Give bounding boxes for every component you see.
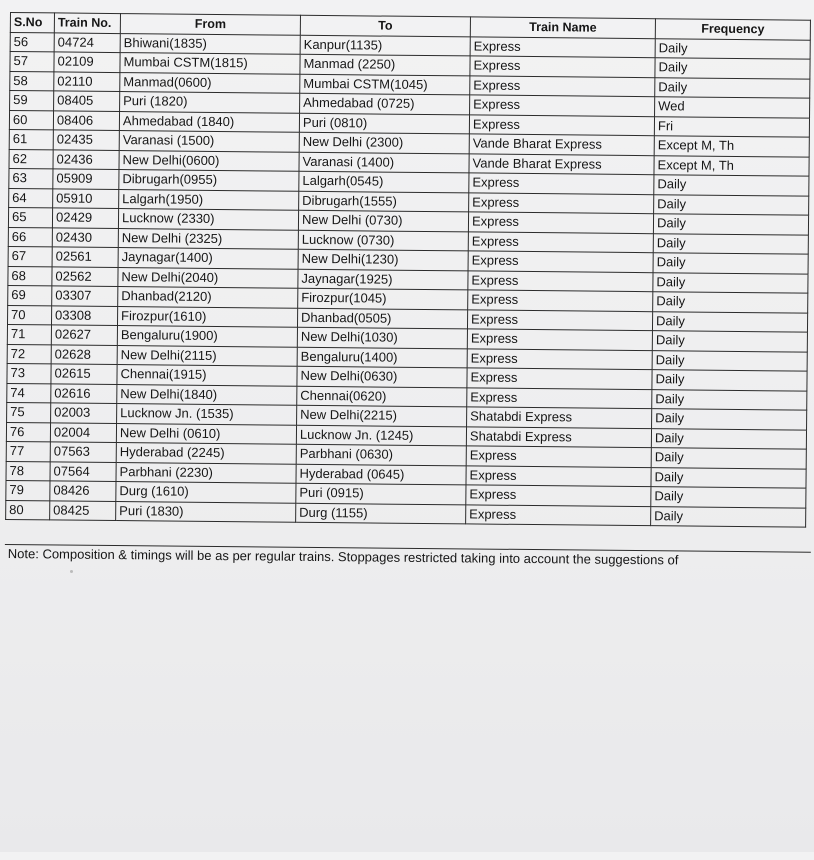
cell-frequency: Daily xyxy=(653,272,808,293)
cell-from: Chennai(1915) xyxy=(117,365,297,386)
cell-frequency: Except M, Th xyxy=(654,155,809,176)
cell-to: Parbhani (0630) xyxy=(296,444,466,465)
cell-from: Jaynagar(1400) xyxy=(118,248,298,269)
cell-train-name: Vande Bharat Express xyxy=(469,134,654,155)
cell-frequency: Daily xyxy=(651,448,806,469)
cell-train-name: Express xyxy=(469,173,654,194)
cell-to: Firozpur(1045) xyxy=(298,288,468,309)
cell-train-name: Express xyxy=(466,485,651,506)
cell-frequency: Daily xyxy=(653,233,808,254)
cell-train-name: Express xyxy=(468,231,653,252)
cell-train-no: 07564 xyxy=(50,461,116,481)
cell-frequency: Daily xyxy=(654,175,809,196)
cell-frequency: Daily xyxy=(655,38,810,59)
cell-train-no: 02110 xyxy=(54,71,120,91)
cell-frequency: Daily xyxy=(651,506,806,527)
cell-frequency: Daily xyxy=(655,77,810,98)
cell-from: New Delhi (0610) xyxy=(116,423,296,444)
cell-frequency: Daily xyxy=(652,350,807,371)
cell-sno: 62 xyxy=(9,149,53,169)
cell-sno: 59 xyxy=(10,91,54,111)
cell-from: New Delhi(0600) xyxy=(119,150,299,171)
cell-sno: 57 xyxy=(10,52,54,72)
cell-to: Lucknow (0730) xyxy=(298,230,468,251)
cell-train-no: 02436 xyxy=(53,149,119,169)
cell-train-no: 02004 xyxy=(50,422,116,442)
document-sheet xyxy=(2,12,814,860)
cell-from: Hyderabad (2245) xyxy=(116,443,296,464)
cell-train-name: Express xyxy=(470,95,655,116)
cell-train-no: 05910 xyxy=(53,188,119,208)
cell-train-name: Shatabdi Express xyxy=(467,407,652,428)
header-train-no: Train No. xyxy=(54,13,120,33)
cell-frequency: Daily xyxy=(653,214,808,235)
cell-from: Durg (1610) xyxy=(116,482,296,503)
cell-train-no: 02616 xyxy=(51,383,117,403)
cell-train-name: Express xyxy=(466,446,651,467)
cell-train-no: 08405 xyxy=(54,91,120,111)
cell-from: Puri (1830) xyxy=(116,501,296,522)
cell-to: Chennai(0620) xyxy=(297,386,467,407)
cell-sno: 77 xyxy=(6,441,50,461)
cell-frequency: Daily xyxy=(651,467,806,488)
cell-from: Dhanbad(2120) xyxy=(118,287,298,308)
cell-train-no: 08406 xyxy=(53,110,119,130)
header-frequency: Frequency xyxy=(655,19,810,40)
cell-sno: 67 xyxy=(8,246,52,266)
cell-to: Varanasi (1400) xyxy=(299,152,469,173)
cell-to: Jaynagar(1925) xyxy=(298,269,468,290)
cell-sno: 72 xyxy=(7,344,51,364)
cell-frequency: Except M, Th xyxy=(654,136,809,157)
cell-train-name: Express xyxy=(466,465,651,486)
cell-to: Manmad (2250) xyxy=(300,54,470,75)
train-schedule-table xyxy=(5,12,811,528)
cell-train-no: 02615 xyxy=(51,364,117,384)
cell-train-no: 05909 xyxy=(53,169,119,189)
cell-train-name: Shatabdi Express xyxy=(466,426,651,447)
cell-train-no: 02109 xyxy=(54,52,120,72)
cell-train-no: 02628 xyxy=(51,344,117,364)
cell-frequency: Wed xyxy=(655,97,810,118)
cell-train-no: 02429 xyxy=(52,208,118,228)
cell-train-name: Express xyxy=(469,114,654,135)
cell-sno: 56 xyxy=(10,32,54,52)
cell-train-no: 08426 xyxy=(50,481,116,501)
cell-sno: 65 xyxy=(8,207,52,227)
cell-frequency: Daily xyxy=(653,292,808,313)
cell-frequency: Daily xyxy=(652,331,807,352)
cell-from: New Delhi(1840) xyxy=(117,384,297,405)
cell-train-name: Express xyxy=(467,387,652,408)
cell-train-no: 03307 xyxy=(52,286,118,306)
footnote: Note: Composition & timings will be as per regular trains. Stoppages restricted taking into account the suggestions of xyxy=(5,544,811,570)
cell-sno: 79 xyxy=(6,480,50,500)
cell-to: Puri (0915) xyxy=(296,483,466,504)
cell-frequency: Fri xyxy=(654,116,809,137)
cell-frequency: Daily xyxy=(651,487,806,508)
cell-from: Puri (1820) xyxy=(120,92,300,113)
cell-to: Puri (0810) xyxy=(299,113,469,134)
cell-frequency: Daily xyxy=(652,370,807,391)
header-from: From xyxy=(120,14,300,35)
cell-to: Mumbai CSTM(1045) xyxy=(300,74,470,95)
cell-frequency: Daily xyxy=(652,409,807,430)
cell-to: Dhanbad(0505) xyxy=(297,308,467,329)
cell-to: Lalgarh(0545) xyxy=(299,171,469,192)
cell-to: New Delhi(1230) xyxy=(298,249,468,270)
header-to: To xyxy=(300,15,470,36)
cell-train-no: 07563 xyxy=(50,442,116,462)
cell-from: Lucknow (2330) xyxy=(118,209,298,230)
cell-to: Lucknow Jn. (1245) xyxy=(296,425,466,446)
table-body xyxy=(6,32,811,527)
cell-from: Varanasi (1500) xyxy=(119,131,299,152)
header-train-name: Train Name xyxy=(470,17,655,38)
cell-train-name: Express xyxy=(470,36,655,57)
cell-train-name: Express xyxy=(469,192,654,213)
cell-train-name: Express xyxy=(467,348,652,369)
cell-train-name: Express xyxy=(470,56,655,77)
cell-to: New Delhi (2300) xyxy=(299,132,469,153)
cell-to: Durg (1155) xyxy=(296,503,466,524)
cell-from: Dibrugarh(0955) xyxy=(119,170,299,191)
cell-to: New Delhi(0630) xyxy=(297,366,467,387)
cell-sno: 63 xyxy=(9,168,53,188)
cell-train-no: 02561 xyxy=(52,247,118,267)
cell-train-name: Express xyxy=(467,329,652,350)
cell-from: Mumbai CSTM(1815) xyxy=(120,53,300,74)
cell-from: Manmad(0600) xyxy=(120,72,300,93)
cell-frequency: Daily xyxy=(654,194,809,215)
cell-train-name: Express xyxy=(468,212,653,233)
cell-train-name: Express xyxy=(466,504,651,525)
cell-sno: 76 xyxy=(6,422,50,442)
cell-sno: 74 xyxy=(7,383,51,403)
cell-train-name: Express xyxy=(468,251,653,272)
cell-frequency: Daily xyxy=(655,58,810,79)
cell-sno: 58 xyxy=(10,71,54,91)
cell-train-name: Express xyxy=(468,270,653,291)
cell-train-no: 08425 xyxy=(50,500,116,520)
cell-sno: 64 xyxy=(9,188,53,208)
cell-train-name: Express xyxy=(467,309,652,330)
cell-train-no: 02627 xyxy=(51,325,117,345)
cell-to: Dibrugarh(1555) xyxy=(299,191,469,212)
header-sno: S.No xyxy=(10,13,54,33)
cell-train-name: Express xyxy=(467,368,652,389)
cell-train-no: 02003 xyxy=(51,403,117,423)
cell-to: Kanpur(1135) xyxy=(300,35,470,56)
cell-sno: 78 xyxy=(6,461,50,481)
cell-train-name: Vande Bharat Express xyxy=(469,153,654,174)
paper-speck xyxy=(70,570,73,573)
cell-to: Hyderabad (0645) xyxy=(296,464,466,485)
cell-train-name: Express xyxy=(468,290,653,311)
cell-sno: 80 xyxy=(6,500,50,520)
cell-to: Bengaluru(1400) xyxy=(297,347,467,368)
cell-sno: 66 xyxy=(8,227,52,247)
cell-sno: 73 xyxy=(7,363,51,383)
cell-train-no: 04724 xyxy=(54,32,120,52)
cell-from: Ahmedabad (1840) xyxy=(119,111,299,132)
cell-sno: 71 xyxy=(7,324,51,344)
cell-from: Parbhani (2230) xyxy=(116,462,296,483)
cell-to: New Delhi(2215) xyxy=(297,405,467,426)
cell-from: Lalgarh(1950) xyxy=(119,189,299,210)
cell-to: New Delhi(1030) xyxy=(297,327,467,348)
cell-from: Bhiwani(1835) xyxy=(120,33,300,54)
cell-frequency: Daily xyxy=(652,389,807,410)
cell-train-name: Express xyxy=(470,75,655,96)
cell-frequency: Daily xyxy=(651,428,806,449)
cell-sno: 75 xyxy=(7,402,51,422)
cell-from: Firozpur(1610) xyxy=(117,306,297,327)
cell-sno: 61 xyxy=(9,129,53,149)
cell-from: New Delhi(2115) xyxy=(117,345,297,366)
cell-train-no: 02430 xyxy=(52,227,118,247)
cell-to: New Delhi (0730) xyxy=(298,210,468,231)
cell-from: New Delhi (2325) xyxy=(118,228,298,249)
cell-sno: 70 xyxy=(8,305,52,325)
cell-frequency: Daily xyxy=(652,311,807,332)
cell-train-no: 03308 xyxy=(51,305,117,325)
cell-sno: 68 xyxy=(8,266,52,286)
cell-from: Bengaluru(1900) xyxy=(117,326,297,347)
cell-from: Lucknow Jn. (1535) xyxy=(117,404,297,425)
cell-sno: 69 xyxy=(8,285,52,305)
cell-frequency: Daily xyxy=(653,253,808,274)
cell-sno: 60 xyxy=(9,110,53,130)
cell-to: Ahmedabad (0725) xyxy=(300,93,470,114)
cell-train-no: 02562 xyxy=(52,266,118,286)
cell-train-no: 02435 xyxy=(53,130,119,150)
cell-from: New Delhi(2040) xyxy=(118,267,298,288)
